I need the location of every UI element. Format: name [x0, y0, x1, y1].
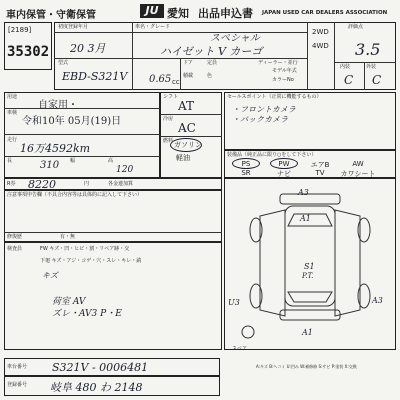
cc-unit: cc [172, 78, 180, 86]
mileage-label: 走行 [7, 137, 18, 143]
mark-u3: U3 [228, 298, 240, 307]
drive-4wd: 4WD [312, 42, 329, 50]
color-code-label: カラーNo [272, 77, 294, 83]
equip-pw: PW [278, 160, 290, 168]
lot-number: 35302 [7, 44, 50, 60]
equip-tv: TV [315, 169, 325, 177]
inspect-label: 車検 [7, 110, 18, 116]
equip-pw-circle [270, 158, 298, 169]
ac-label: 冷房 [163, 116, 174, 122]
inspection-window: 下廻 キズ・アジ・コゲ・穴・スレ・キレ・錆 [40, 258, 142, 264]
legend-bottom: A:キズ B:ヘコミ U:凹み W:補修跡 S:サビ P:塗装 X:交換 [256, 364, 357, 369]
length-label: 長 [7, 158, 13, 164]
equip-leather: カワシート [340, 170, 376, 178]
equip-navi: ナビ [277, 170, 291, 178]
legend-spare: スペア [232, 346, 248, 352]
chassis-value: S321V - 0006481 [52, 361, 149, 374]
r-label: R券 [7, 181, 16, 187]
length-value: 310 [40, 160, 60, 171]
mark-pt: P.T. [302, 272, 314, 280]
type-label: 型式 [58, 60, 69, 66]
inspection-note-2: 荷室 AV [52, 297, 86, 307]
registration-value: 岐阜 480 わ 2148 [50, 381, 143, 394]
usage-box [4, 92, 160, 178]
org-english: JAPAN USED CAR DEALERS ASSOCIATION [262, 10, 388, 16]
shift-value: AT [178, 99, 195, 113]
mark-a3-side: A3 [372, 296, 383, 305]
notes-label: 注意事項申告欄（不具合内容等は具体的に記入して下さい） [7, 192, 143, 198]
height-label: 高 [108, 158, 114, 164]
type-value: EBD-S321V [62, 70, 128, 83]
width-label: 幅 [70, 158, 76, 164]
inspect-value: 令和10年 05月(19)日 [22, 116, 122, 127]
chassis-label: 車台番号 [7, 364, 28, 370]
fuel-alt: 軽油 [176, 154, 190, 162]
ac-value: AC [178, 121, 196, 135]
grade-name: スペシャル [210, 33, 260, 44]
displacement: 0.65 [149, 74, 172, 85]
rating-label: 評価点 [348, 24, 364, 30]
load-label: 積載 [183, 73, 194, 79]
equip-airbag: エアB [310, 161, 330, 169]
sales-points-label: セールスポイント（正常に機能するもの） [227, 94, 322, 100]
height-value: 120 [116, 165, 134, 175]
mileage-value: 16万4592km [20, 142, 91, 155]
capacity-label: 定員 [207, 60, 218, 66]
name-label: 車名・グレード [135, 24, 171, 30]
interior-label: 内装 [340, 64, 351, 70]
color-label: 色 [207, 73, 213, 79]
registration-label: 登録番号 [7, 382, 28, 388]
r-value: 8220 [28, 178, 56, 191]
model-name: ハイゼット V カーゴ [160, 45, 263, 58]
equip-aw: AW [352, 160, 364, 168]
exterior-label: 外装 [366, 64, 377, 70]
mark-a1-rear: A1 [302, 328, 313, 337]
repair-label: 修復歴 [7, 234, 23, 240]
equip-sr: SR [241, 169, 251, 177]
usage-value: 自家用・ [38, 100, 78, 111]
equip-ps-circle [232, 158, 260, 169]
other-label: 各金連加算 [108, 181, 134, 187]
door-label: ドア [183, 60, 193, 66]
mark-a1-front: A1 [300, 214, 311, 223]
inspection-label: 検査員 [7, 246, 23, 252]
first-reg-value: 20 3月 [70, 42, 106, 55]
interior-value: C [344, 73, 354, 87]
model-year-label: モデル年式 [272, 68, 297, 74]
ju-logo: JU [140, 4, 164, 18]
shift-label: シフト [163, 94, 179, 100]
sales-point-2: ・バックカメラ [232, 115, 288, 124]
inspection-fw: FW キズ・凹・ヒビ・割・リペア跡・交 [40, 246, 130, 252]
first-reg-label: 初度登録年月 [58, 24, 89, 30]
r-unit: 円 [84, 181, 90, 187]
drive-2wd: 2WD [312, 28, 329, 36]
fuel-value: ガソリン [174, 141, 202, 149]
rating-value: 3.5 [355, 40, 381, 59]
equipment-label: 装備品（純正品に限り○をして下さい） [227, 152, 317, 158]
mark-s1: S1 [304, 262, 315, 271]
inspection-note-3: ズレ・AV3 P・E [52, 309, 122, 319]
mark-a3-top: A3 [298, 188, 309, 197]
equip-ps: PS [241, 160, 251, 168]
inspection-note-1: キズ [42, 271, 58, 280]
storage-title: 車内保管・守衛保管 [6, 10, 96, 21]
form-title: 出品申込書 [198, 7, 253, 20]
fuel-circle [170, 138, 202, 152]
fuel-label: 燃料 [163, 138, 174, 144]
org-name: 愛知 [167, 7, 189, 20]
exterior-value: C [372, 73, 382, 87]
lot-small: [2189] [8, 26, 32, 34]
repair-value: 有・無 [60, 234, 76, 240]
usage-label: 用途 [7, 94, 18, 100]
sales-point-1: ・フロントカメラ [232, 105, 296, 114]
dealer-change-label: ディーラー・並行 [258, 60, 298, 66]
